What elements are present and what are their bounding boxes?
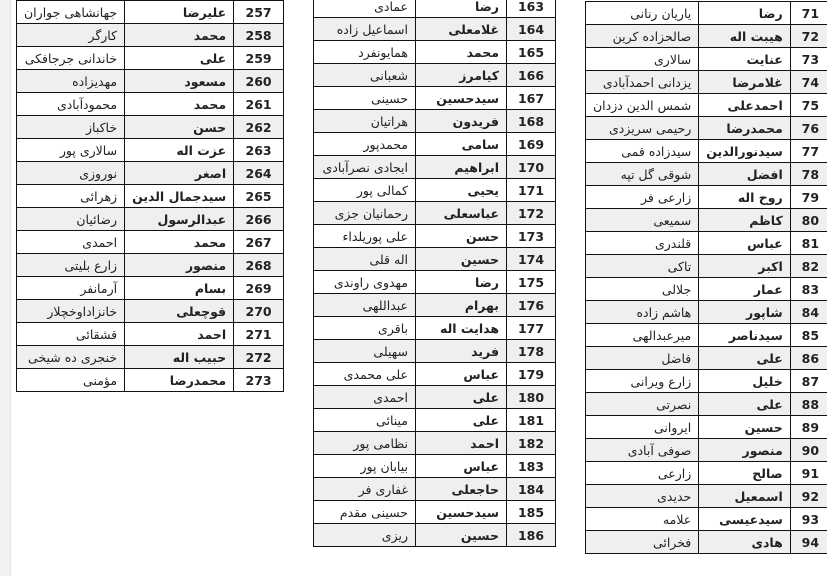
- last-name-cell: احمدی: [314, 386, 416, 409]
- table-row: [314, 133, 556, 156]
- last-name-cell: احمدی: [17, 231, 125, 254]
- row-number-cell: 180: [507, 386, 556, 409]
- last-name-cell: بیابان پور: [314, 455, 416, 478]
- table-row: [314, 41, 556, 64]
- last-name-cell: سمیعی: [586, 209, 699, 232]
- last-name-cell: کارگر: [17, 24, 125, 47]
- row-number-cell: 73: [790, 48, 827, 71]
- table-row: [586, 439, 827, 462]
- first-name-cell: ابراهیم: [416, 156, 507, 179]
- row-number-cell: 170: [507, 156, 556, 179]
- last-name-cell: سالاری: [586, 48, 699, 71]
- last-name-cell: حسینی: [314, 87, 416, 110]
- table-row: [17, 1, 284, 24]
- first-name-cell: عزت اله: [125, 139, 234, 162]
- row-number-cell: 179: [507, 363, 556, 386]
- table-row: [314, 317, 556, 340]
- last-name-cell: میرعبدالهی: [586, 324, 699, 347]
- last-name-cell: ایجادی نصرآبادی: [314, 156, 416, 179]
- first-name-cell: علی: [125, 47, 234, 70]
- last-name-cell: جلالی: [586, 278, 699, 301]
- first-name-cell: محمد: [416, 41, 507, 64]
- last-name-cell: سیدزاده قمی: [586, 140, 699, 163]
- last-name-cell: تاکی: [586, 255, 699, 278]
- row-number-cell: 175: [507, 271, 556, 294]
- table-row: [314, 363, 556, 386]
- row-number-cell: 259: [234, 47, 284, 70]
- row-number-cell: 184: [507, 478, 556, 501]
- last-name-cell: عبداللهی: [314, 294, 416, 317]
- last-name-cell: اسماعیل زاده: [314, 18, 416, 41]
- first-name-cell: حبیب اله: [125, 346, 234, 369]
- row-number-cell: 72: [790, 25, 827, 48]
- row-number-cell: 93: [790, 508, 827, 531]
- row-number-cell: 82: [790, 255, 827, 278]
- row-number-cell: 71: [790, 2, 827, 25]
- last-name-cell: علامه: [586, 508, 699, 531]
- row-number-cell: 177: [507, 317, 556, 340]
- first-name-cell: صالح: [699, 462, 790, 485]
- last-name-cell: قشقائی: [17, 323, 125, 346]
- first-name-cell: یحیی: [416, 179, 507, 202]
- last-name-cell: رضائیان: [17, 208, 125, 231]
- row-number-cell: 262: [234, 116, 284, 139]
- last-name-cell: قلندری: [586, 232, 699, 255]
- table-row: [17, 116, 284, 139]
- row-number-cell: 181: [507, 409, 556, 432]
- first-name-cell: سامی: [416, 133, 507, 156]
- row-number-cell: 79: [790, 186, 827, 209]
- table-row: [586, 393, 827, 416]
- row-number-cell: 167: [507, 87, 556, 110]
- last-name-cell: رحمانیان جزی: [314, 202, 416, 225]
- first-name-cell: احمد: [416, 432, 507, 455]
- row-number-cell: 168: [507, 110, 556, 133]
- first-name-cell: عباسعلی: [416, 202, 507, 225]
- first-name-cell: اکبر: [699, 255, 790, 278]
- table-row: [586, 140, 827, 163]
- table-row: [586, 2, 827, 25]
- row-number-cell: 258: [234, 24, 284, 47]
- first-name-cell: اسمعیل: [699, 485, 790, 508]
- row-number-cell: 83: [790, 278, 827, 301]
- table-row: [586, 324, 827, 347]
- table-row: [314, 478, 556, 501]
- first-name-cell: حسین: [416, 248, 507, 271]
- first-name-cell: رضا: [416, 0, 507, 18]
- table-row: [586, 370, 827, 393]
- last-name-cell: رحیمی سریزدی: [586, 117, 699, 140]
- table-row: [314, 294, 556, 317]
- first-name-cell: حاجعلی: [416, 478, 507, 501]
- table-row: [17, 323, 284, 346]
- last-name-cell: مؤمنی: [17, 369, 125, 392]
- last-name-cell: علی پوریلداء: [314, 225, 416, 248]
- first-name-cell: عمار: [699, 278, 790, 301]
- row-number-cell: 269: [234, 277, 284, 300]
- roster-table-left: [16, 0, 284, 392]
- first-name-cell: محمد: [125, 231, 234, 254]
- roster-table-right: [585, 1, 827, 554]
- row-number-cell: 172: [507, 202, 556, 225]
- last-name-cell: ریزی: [314, 524, 416, 547]
- first-name-cell: اصغر: [125, 162, 234, 185]
- table-row: [586, 209, 827, 232]
- table-row: [17, 254, 284, 277]
- row-number-cell: 165: [507, 41, 556, 64]
- row-number-cell: 92: [790, 485, 827, 508]
- last-name-cell: عمادی: [314, 0, 416, 18]
- row-number-cell: 185: [507, 501, 556, 524]
- table-row: [586, 531, 827, 554]
- first-name-cell: سیدعیسی: [699, 508, 790, 531]
- first-name-cell: احمدعلی: [699, 94, 790, 117]
- table-row: [17, 24, 284, 47]
- last-name-cell: یزدانی احمدآبادی: [586, 71, 699, 94]
- last-name-cell: خنجری ده شیخی: [17, 346, 125, 369]
- last-name-cell: زارع بلیتی: [17, 254, 125, 277]
- table-row: [314, 248, 556, 271]
- last-name-cell: هراتیان: [314, 110, 416, 133]
- last-name-cell: خانزاداوخچلار: [17, 300, 125, 323]
- table-row: [17, 139, 284, 162]
- table-row: [586, 416, 827, 439]
- first-name-cell: عباس: [699, 232, 790, 255]
- last-name-cell: سهیلی: [314, 340, 416, 363]
- last-name-cell: خاکباز: [17, 116, 125, 139]
- table-row: [17, 185, 284, 208]
- first-name-cell: عباس: [416, 455, 507, 478]
- first-name-cell: علیرضا: [125, 1, 234, 24]
- row-number-cell: 182: [507, 432, 556, 455]
- table-row: [17, 47, 284, 70]
- first-name-cell: احمد: [125, 323, 234, 346]
- last-name-cell: ایروانی: [586, 416, 699, 439]
- table-row: [17, 231, 284, 254]
- row-number-cell: 267: [234, 231, 284, 254]
- first-name-cell: حسن: [416, 225, 507, 248]
- last-name-cell: شوقی گل تپه: [586, 163, 699, 186]
- table-row: [314, 524, 556, 547]
- row-number-cell: 74: [790, 71, 827, 94]
- first-name-cell: سیدنورالدین: [699, 140, 790, 163]
- last-name-cell: نصرتی: [586, 393, 699, 416]
- first-name-cell: علی: [699, 393, 790, 416]
- last-name-cell: فخرائی: [586, 531, 699, 554]
- row-number-cell: 183: [507, 455, 556, 478]
- row-number-cell: 89: [790, 416, 827, 439]
- table-row: [314, 271, 556, 294]
- table-row: [314, 179, 556, 202]
- row-number-cell: 272: [234, 346, 284, 369]
- row-number-cell: 265: [234, 185, 284, 208]
- table-row: [314, 202, 556, 225]
- table-row: [586, 347, 827, 370]
- last-name-cell: صالحزاده کرین: [586, 25, 699, 48]
- last-name-cell: زهرائی: [17, 185, 125, 208]
- table-row: [314, 386, 556, 409]
- table-row: [586, 163, 827, 186]
- row-number-cell: 268: [234, 254, 284, 277]
- row-number-cell: 186: [507, 524, 556, 547]
- first-name-cell: کاظم: [699, 209, 790, 232]
- row-number-cell: 86: [790, 347, 827, 370]
- table-row: [314, 64, 556, 87]
- table-row: [314, 409, 556, 432]
- table-row: [586, 186, 827, 209]
- table-row: [586, 71, 827, 94]
- last-name-cell: باقری: [314, 317, 416, 340]
- first-name-cell: عبدالرسول: [125, 208, 234, 231]
- last-name-cell: محمدپور: [314, 133, 416, 156]
- table-row: [586, 48, 827, 71]
- row-number-cell: 260: [234, 70, 284, 93]
- last-name-cell: شمس الدین دزدان: [586, 94, 699, 117]
- first-name-cell: غلامرضا: [699, 71, 790, 94]
- first-name-cell: علی: [699, 347, 790, 370]
- table-row: [17, 300, 284, 323]
- first-name-cell: خلیل: [699, 370, 790, 393]
- table-row: [314, 340, 556, 363]
- last-name-cell: مینائی: [314, 409, 416, 432]
- last-name-cell: حسینی مقدم: [314, 501, 416, 524]
- last-name-cell: علی محمدی: [314, 363, 416, 386]
- table-row: [17, 93, 284, 116]
- first-name-cell: محمدرضا: [125, 369, 234, 392]
- first-name-cell: بهرام: [416, 294, 507, 317]
- row-number-cell: 80: [790, 209, 827, 232]
- first-name-cell: افضل: [699, 163, 790, 186]
- row-number-cell: 78: [790, 163, 827, 186]
- last-name-cell: حدیدی: [586, 485, 699, 508]
- row-number-cell: 77: [790, 140, 827, 163]
- last-name-cell: فاضل: [586, 347, 699, 370]
- last-name-cell: صوفی آبادی: [586, 439, 699, 462]
- last-name-cell: مهدوی راوندی: [314, 271, 416, 294]
- first-name-cell: کیامرز: [416, 64, 507, 87]
- last-name-cell: سالاری پور: [17, 139, 125, 162]
- last-name-cell: زارع ویرانی: [586, 370, 699, 393]
- last-name-cell: زارعی فر: [586, 186, 699, 209]
- row-number-cell: 178: [507, 340, 556, 363]
- first-name-cell: شاپور: [699, 301, 790, 324]
- table-row: [586, 255, 827, 278]
- table-row: [314, 432, 556, 455]
- row-number-cell: 87: [790, 370, 827, 393]
- first-name-cell: حسین: [416, 524, 507, 547]
- last-name-cell: همایونفرد: [314, 41, 416, 64]
- last-name-cell: جهانشاهی جواران: [17, 1, 125, 24]
- first-name-cell: مسعود: [125, 70, 234, 93]
- table-row: [314, 156, 556, 179]
- row-number-cell: 261: [234, 93, 284, 116]
- row-number-cell: 90: [790, 439, 827, 462]
- first-name-cell: سیدحسین: [416, 501, 507, 524]
- table-row: [314, 87, 556, 110]
- first-name-cell: محمد: [125, 93, 234, 116]
- first-name-cell: منصور: [699, 439, 790, 462]
- last-name-cell: یاریان رنانی: [586, 2, 699, 25]
- last-name-cell: اله قلی: [314, 248, 416, 271]
- table-row: [314, 455, 556, 478]
- first-name-cell: سیدناصر: [699, 324, 790, 347]
- table-row: [314, 225, 556, 248]
- first-name-cell: هادی: [699, 531, 790, 554]
- first-name-cell: روح اله: [699, 186, 790, 209]
- table-row: [586, 462, 827, 485]
- roster-table-middle: [313, 0, 556, 547]
- row-number-cell: 163: [507, 0, 556, 18]
- row-number-cell: 84: [790, 301, 827, 324]
- row-number-cell: 75: [790, 94, 827, 117]
- first-name-cell: علی: [416, 409, 507, 432]
- row-number-cell: 264: [234, 162, 284, 185]
- row-number-cell: 173: [507, 225, 556, 248]
- last-name-cell: شعبانی: [314, 64, 416, 87]
- row-number-cell: 266: [234, 208, 284, 231]
- first-name-cell: سیدحسین: [416, 87, 507, 110]
- first-name-cell: علی: [416, 386, 507, 409]
- table-row: [17, 70, 284, 93]
- row-number-cell: 270: [234, 300, 284, 323]
- table-row: [586, 25, 827, 48]
- row-number-cell: 164: [507, 18, 556, 41]
- first-name-cell: منصور: [125, 254, 234, 277]
- first-name-cell: سیدجمال الدین: [125, 185, 234, 208]
- row-number-cell: 166: [507, 64, 556, 87]
- table-row: [586, 117, 827, 140]
- first-name-cell: رضا: [699, 2, 790, 25]
- last-name-cell: آرمانفر: [17, 277, 125, 300]
- table-row: [17, 346, 284, 369]
- table-row: [586, 232, 827, 255]
- last-name-cell: زارعی: [586, 462, 699, 485]
- row-number-cell: 88: [790, 393, 827, 416]
- first-name-cell: بسام: [125, 277, 234, 300]
- table-row: [586, 508, 827, 531]
- last-name-cell: هاشم زاده: [586, 301, 699, 324]
- first-name-cell: فرید: [416, 340, 507, 363]
- first-name-cell: هیبت اله: [699, 25, 790, 48]
- last-name-cell: خاندانی جرجافکی: [17, 47, 125, 70]
- row-number-cell: 169: [507, 133, 556, 156]
- row-number-cell: 174: [507, 248, 556, 271]
- first-name-cell: رضا: [416, 271, 507, 294]
- last-name-cell: مهدیزاده: [17, 70, 125, 93]
- row-number-cell: 271: [234, 323, 284, 346]
- first-name-cell: حسن: [125, 116, 234, 139]
- table-row: [17, 162, 284, 185]
- row-number-cell: 171: [507, 179, 556, 202]
- first-name-cell: محمدرضا: [699, 117, 790, 140]
- table-row: [586, 278, 827, 301]
- last-name-cell: کمالی پور: [314, 179, 416, 202]
- first-name-cell: محمد: [125, 24, 234, 47]
- table-row: [314, 501, 556, 524]
- table-row: [586, 94, 827, 117]
- last-name-cell: نوروزی: [17, 162, 125, 185]
- table-row: [314, 0, 556, 18]
- first-name-cell: هدایت اله: [416, 317, 507, 340]
- table-row: [17, 208, 284, 231]
- row-number-cell: 85: [790, 324, 827, 347]
- first-name-cell: حسین: [699, 416, 790, 439]
- table-row: [17, 369, 284, 392]
- first-name-cell: عباس: [416, 363, 507, 386]
- last-name-cell: محمودآبادی: [17, 93, 125, 116]
- row-number-cell: 263: [234, 139, 284, 162]
- first-name-cell: قوچعلی: [125, 300, 234, 323]
- table-row: [586, 301, 827, 324]
- row-number-cell: 76: [790, 117, 827, 140]
- row-number-cell: 91: [790, 462, 827, 485]
- row-number-cell: 94: [790, 531, 827, 554]
- last-name-cell: غفاری فر: [314, 478, 416, 501]
- first-name-cell: فریدون: [416, 110, 507, 133]
- first-name-cell: عنایت: [699, 48, 790, 71]
- row-number-cell: 81: [790, 232, 827, 255]
- row-number-cell: 273: [234, 369, 284, 392]
- table-row: [586, 485, 827, 508]
- row-number-cell: 176: [507, 294, 556, 317]
- first-name-cell: غلامعلی: [416, 18, 507, 41]
- left-margin-strip: [0, 0, 11, 576]
- table-row: [17, 277, 284, 300]
- last-name-cell: نظامی پور: [314, 432, 416, 455]
- row-number-cell: 257: [234, 1, 284, 24]
- table-row: [314, 110, 556, 133]
- table-row: [314, 18, 556, 41]
